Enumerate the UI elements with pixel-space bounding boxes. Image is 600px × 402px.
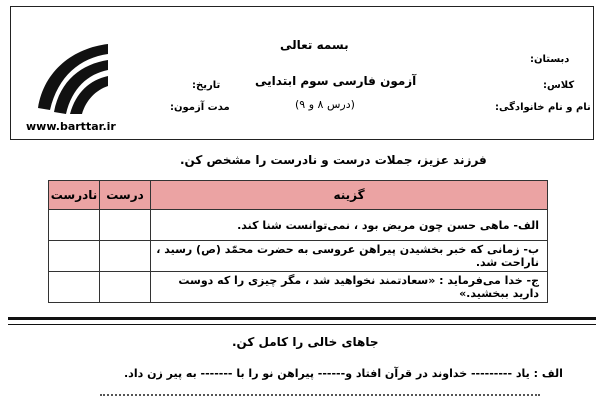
correct-checkbox-cell[interactable] [100, 272, 151, 303]
incorrect-checkbox-cell[interactable] [49, 210, 100, 241]
table-row [49, 210, 548, 241]
fill-blank-item-a[interactable]: الف : یاد --------- خداوند در قرآن افتاد و------ پیراهن نو را با ------- به پیر زن داد. [124, 367, 563, 380]
correct-checkbox-cell[interactable] [100, 210, 151, 241]
statement-a: الف- ماهی حسن چون مریض بود ، نمی‌توانست شنا کند. [151, 210, 548, 241]
table-row [49, 241, 548, 272]
column-header-incorrect: نادرست [49, 181, 100, 210]
class-label: کلاس: [543, 80, 575, 91]
next-line-cutoff [100, 394, 540, 402]
incorrect-checkbox-cell[interactable] [49, 272, 100, 303]
section2-instruction: جاهای خالی را کامل کن. [232, 335, 379, 349]
date-label: تاریخ: [192, 80, 221, 91]
column-header-option: گزینه [151, 181, 548, 210]
statement-b: ب- زمانی که خبر بخشیدن پیراهن عروسی به حضرت محمّد (ص) رسید ، ناراحت شد. [151, 241, 548, 272]
lessons-label: (درس ۸ و ۹) [295, 98, 355, 111]
section1-instruction: فرزند عزیز، جملات درست و نادرست را مشخص کن. [180, 153, 487, 167]
logo-icon [30, 36, 112, 116]
duration-label: مدت آزمون: [170, 102, 230, 113]
logo-url: www.barttar.ir [26, 120, 116, 133]
incorrect-checkbox-cell[interactable] [49, 241, 100, 272]
statement-c: ج- خدا می‌فرماید : «سعادتمند نخواهید شد ، مگر چیزی را که دوست دارید ببخشید.» [151, 272, 548, 303]
section-divider [8, 317, 596, 320]
correct-checkbox-cell[interactable] [100, 241, 151, 272]
name-label: نام و نام خانوادگی: [495, 102, 591, 113]
exam-title: آزمون فارسی سوم ابتدایی [255, 74, 417, 88]
school-label: دبستان: [530, 54, 570, 65]
section-divider-thin [8, 324, 596, 325]
basmala: بسمه تعالی [280, 38, 349, 52]
true-false-table [48, 180, 548, 303]
table-row [49, 272, 548, 303]
column-header-correct: درست [100, 181, 151, 210]
